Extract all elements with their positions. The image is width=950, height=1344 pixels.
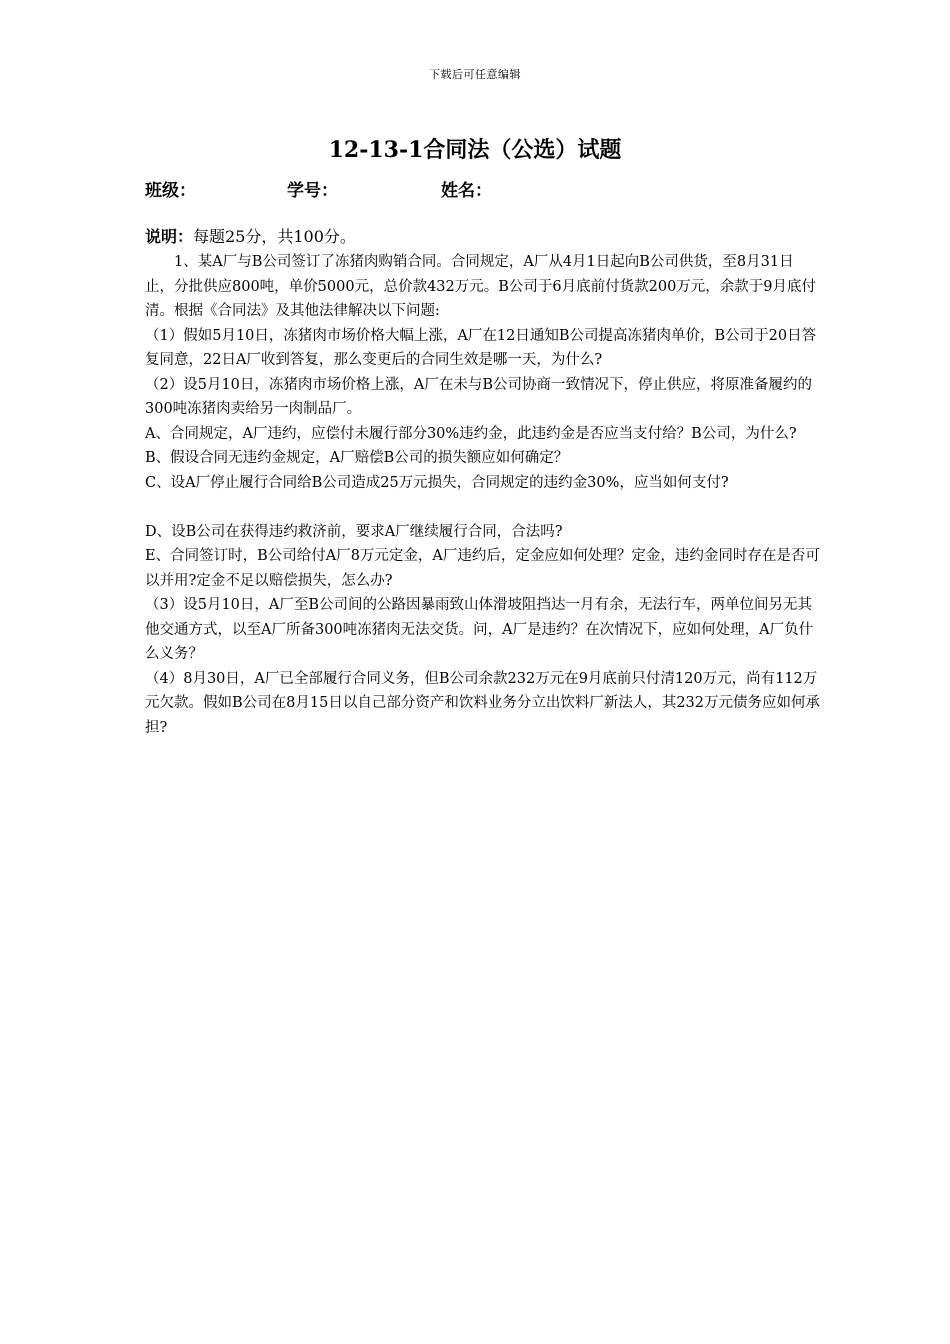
- name-label: 姓名：: [441, 181, 492, 201]
- blank-line: [145, 495, 821, 520]
- question-1-part-4: （4）8月30日，A厂已全部履行合同义务，但B公司余款232万元在9月底前只付清120万元，尚有112万元欠款。假如B公司在8月15日以自己部分资产和饮料业务分立出饮料厂新法人，其232万元债务应如何承担?: [145, 670, 821, 736]
- question-1-intro: 1、某A厂与B公司签订了冻猪肉购销合同。合同规定，A厂从4月1日起向B公司供货，至8月31日止，分批供应800吨，单价5000元，总价款432万元。B公司于6月底前付货款200万元，余款于9月底付清。根据《合同法》及其他法律解决以下问题:: [145, 254, 817, 319]
- question-1-part-2-d: D、设B公司在获得违约救济前，要求A厂继续履行合同，合法吗?: [145, 523, 563, 540]
- student-info-row: [145, 176, 645, 200]
- question-1-part-2-b: B、假设合同无违约金规定，A厂赔偿B公司的损失额应如何确定？: [145, 450, 569, 466]
- question-1-part-2: （2）设5月10日，冻猪肉市场价格上涨，A厂在未与B公司协商一致情况下，停止供应，将原准备履约的300吨冻猪肉卖给另一肉制品厂。: [145, 376, 813, 417]
- question-1-part-3: （3）设5月10日，A厂至B公司间的公路因暴雨致山体滑坡阻挡达一月有余，无法行车，两单位间另无其他交通方式，以至A厂所备300吨冻猪肉无法交货。问，A厂是违约？在次情况下，应如何处理，A厂负什么义务？: [145, 597, 814, 662]
- page-title: 12-13-1合同法（公选）试题: [328, 137, 622, 163]
- description-label: 说明：: [145, 227, 194, 246]
- class-label: 班级：: [145, 181, 196, 201]
- description-text: 每题25分，共100分。: [193, 227, 356, 246]
- header-note: 下载后可任意编辑: [429, 68, 521, 81]
- question-1-part-2-e: E、合同签订时，B公司给付A厂8万元定金，A厂违约后，定金应如何处理？定金，违约金同时存在是否可以并用?定金不足以赔偿损失，怎么办?: [145, 548, 820, 589]
- question-1-part-1: （1）假如5月10日，冻猪肉市场价格大幅上涨，A厂在12日通知B公司提高冻猪肉单价，B公司于20日答复同意，22日A厂收到答复，那么变更后的合同生效是哪一天，为什么?: [145, 327, 817, 368]
- question-1-part-2-a: A、合同规定，A厂违约，应偿付未履行部分30%违约金，此违约金是否应当支付给？B公司，为什么?: [145, 425, 797, 442]
- question-1-part-2-c: C、设A厂停止履行合同给B公司造成25万元损失，合同规定的违约金30%，应当如何支付?: [145, 474, 729, 491]
- exam-content: [145, 224, 821, 740]
- student-id-label: 学号：: [287, 181, 338, 201]
- description: [145, 224, 821, 250]
